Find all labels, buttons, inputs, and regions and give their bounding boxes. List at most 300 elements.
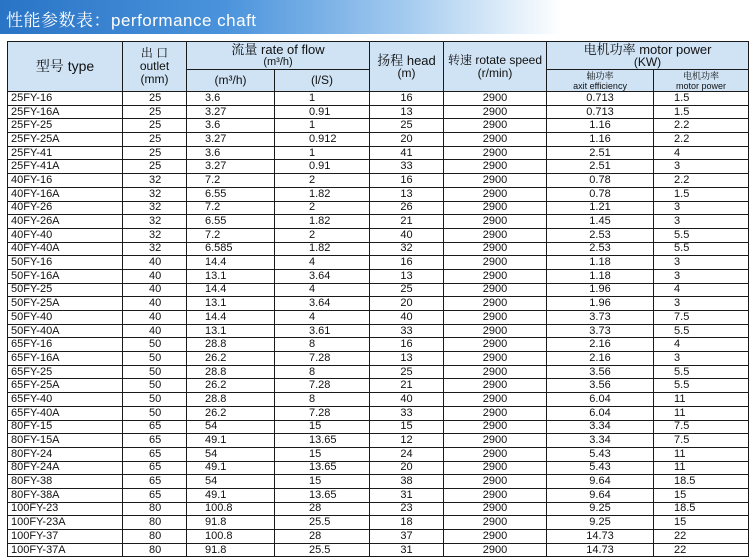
- cell-motor-power: 22: [654, 543, 749, 557]
- cell-flow-ls: 7.28: [275, 406, 370, 420]
- cell-flow-ls: 3.61: [275, 324, 370, 338]
- cell-flow-m3h: 28.8: [187, 338, 275, 352]
- cell-flow-m3h: 3.6: [187, 146, 275, 160]
- cell-flow-m3h: 91.8: [187, 543, 275, 557]
- table-row: [8, 269, 749, 283]
- cell-flow-ls: 2: [275, 174, 370, 188]
- cell-speed: 2900: [444, 201, 547, 215]
- cell-speed: 2900: [444, 146, 547, 160]
- cell-motor-power: 3: [654, 160, 749, 174]
- header-motor-power: [654, 70, 749, 92]
- cell-flow-ls: 1.82: [275, 187, 370, 201]
- cell-head: 33: [370, 406, 444, 420]
- cell-model: 80FY-24A: [8, 461, 123, 475]
- table-row: [8, 379, 749, 393]
- cell-model: 100FY-23A: [8, 516, 123, 530]
- cell-shaft-power: 0.713: [547, 92, 654, 106]
- cell-speed: 2900: [444, 215, 547, 229]
- cell-speed: 2900: [444, 406, 547, 420]
- cell-motor-power: 3: [654, 297, 749, 311]
- cell-head: 40: [370, 228, 444, 242]
- cell-motor-power: 7.5: [654, 434, 749, 448]
- cell-outlet: 50: [123, 379, 187, 393]
- cell-flow-m3h: 14.4: [187, 256, 275, 270]
- cell-flow-m3h: 3.6: [187, 92, 275, 106]
- cell-flow-m3h: 91.8: [187, 516, 275, 530]
- cell-motor-power: 4: [654, 146, 749, 160]
- cell-head: 25: [370, 283, 444, 297]
- cell-head: 16: [370, 338, 444, 352]
- table-row: [8, 447, 749, 461]
- header-shaft-power-en: axit efficiency: [573, 80, 627, 91]
- cell-outlet: 80: [123, 530, 187, 544]
- cell-motor-power: 3: [654, 269, 749, 283]
- cell-flow-m3h: 26.2: [187, 352, 275, 366]
- cell-speed: 2900: [444, 516, 547, 530]
- cell-shaft-power: 2.51: [547, 160, 654, 174]
- header-outlet-en: outlet: [139, 59, 170, 73]
- cell-outlet: 32: [123, 228, 187, 242]
- cell-flow-m3h: 54: [187, 475, 275, 489]
- table-row: [8, 215, 749, 229]
- cell-outlet: 65: [123, 447, 187, 461]
- cell-flow-m3h: 7.2: [187, 174, 275, 188]
- cell-flow-ls: 4: [275, 311, 370, 325]
- cell-motor-power: 2.2: [654, 174, 749, 188]
- table-row: [8, 365, 749, 379]
- cell-outlet: 40: [123, 311, 187, 325]
- cell-shaft-power: 2.53: [547, 242, 654, 256]
- cell-model: 50FY-25: [8, 283, 123, 297]
- table-row: [8, 352, 749, 366]
- table-row: [8, 160, 749, 174]
- table-row: [8, 324, 749, 338]
- cell-outlet: 32: [123, 201, 187, 215]
- cell-shaft-power: 2.53: [547, 228, 654, 242]
- cell-shaft-power: 3.73: [547, 311, 654, 325]
- cell-head: 38: [370, 475, 444, 489]
- header-motor-power-cn: 电机功率: [683, 70, 720, 81]
- table-row: [8, 297, 749, 311]
- cell-flow-ls: 25.5: [275, 516, 370, 530]
- cell-head: 32: [370, 242, 444, 256]
- table-row: [8, 256, 749, 270]
- cell-model: 40FY-16: [8, 174, 123, 188]
- cell-outlet: 65: [123, 461, 187, 475]
- cell-shaft-power: 3.56: [547, 379, 654, 393]
- header-power-unit: (KW): [633, 54, 662, 69]
- table-row: [8, 543, 749, 557]
- table-row: [8, 242, 749, 256]
- cell-model: 65FY-16: [8, 338, 123, 352]
- cell-model: 100FY-37: [8, 530, 123, 544]
- cell-model: 100FY-23: [8, 502, 123, 516]
- cell-speed: 2900: [444, 174, 547, 188]
- cell-outlet: 50: [123, 365, 187, 379]
- cell-speed: 2900: [444, 92, 547, 106]
- header-outlet: [123, 42, 187, 92]
- cell-motor-power: 5.5: [654, 228, 749, 242]
- cell-flow-m3h: 49.1: [187, 434, 275, 448]
- cell-outlet: 25: [123, 119, 187, 133]
- cell-head: 33: [370, 160, 444, 174]
- cell-head: 33: [370, 324, 444, 338]
- cell-flow-ls: 1.82: [275, 215, 370, 229]
- cell-flow-ls: 15: [275, 420, 370, 434]
- cell-flow-m3h: 54: [187, 447, 275, 461]
- cell-shaft-power: 2.16: [547, 352, 654, 366]
- cell-model: 25FY-41: [8, 146, 123, 160]
- cell-speed: 2900: [444, 269, 547, 283]
- cell-flow-ls: 4: [275, 256, 370, 270]
- cell-head: 24: [370, 447, 444, 461]
- cell-model: 65FY-40: [8, 393, 123, 407]
- table-row: [8, 420, 749, 434]
- cell-model: 50FY-40A: [8, 324, 123, 338]
- cell-speed: 2900: [444, 502, 547, 516]
- cell-motor-power: 5.5: [654, 242, 749, 256]
- cell-outlet: 40: [123, 269, 187, 283]
- cell-head: 18: [370, 516, 444, 530]
- cell-shaft-power: 0.713: [547, 105, 654, 119]
- table-row: [8, 187, 749, 201]
- cell-speed: 2900: [444, 475, 547, 489]
- cell-motor-power: 11: [654, 406, 749, 420]
- header-power: [547, 42, 749, 70]
- cell-model: 80FY-38: [8, 475, 123, 489]
- cell-shaft-power: 1.16: [547, 119, 654, 133]
- cell-flow-m3h: 7.2: [187, 228, 275, 242]
- cell-model: 65FY-25A: [8, 379, 123, 393]
- cell-flow-m3h: 7.2: [187, 201, 275, 215]
- cell-flow-ls: 1: [275, 146, 370, 160]
- cell-flow-m3h: 3.27: [187, 133, 275, 147]
- cell-outlet: 40: [123, 297, 187, 311]
- cell-flow-m3h: 3.6: [187, 119, 275, 133]
- cell-shaft-power: 9.64: [547, 475, 654, 489]
- cell-motor-power: 1.5: [654, 105, 749, 119]
- cell-head: 21: [370, 379, 444, 393]
- cell-motor-power: 15: [654, 488, 749, 502]
- cell-speed: 2900: [444, 352, 547, 366]
- cell-speed: 2900: [444, 338, 547, 352]
- cell-flow-ls: 7.28: [275, 379, 370, 393]
- cell-flow-ls: 2: [275, 228, 370, 242]
- cell-speed: 2900: [444, 105, 547, 119]
- table-row: [8, 92, 749, 106]
- cell-outlet: 50: [123, 406, 187, 420]
- cell-model: 50FY-16A: [8, 269, 123, 283]
- header-speed-unit: (r/min): [477, 65, 513, 80]
- cell-head: 15: [370, 420, 444, 434]
- cell-shaft-power: 1.18: [547, 269, 654, 283]
- cell-motor-power: 3: [654, 215, 749, 229]
- cell-head: 13: [370, 352, 444, 366]
- cell-head: 23: [370, 502, 444, 516]
- header-speed-label: 转速 rotate speed: [447, 52, 543, 67]
- cell-model: 80FY-15A: [8, 434, 123, 448]
- cell-shaft-power: 5.43: [547, 447, 654, 461]
- cell-model: 25FY-25: [8, 119, 123, 133]
- cell-speed: 2900: [444, 365, 547, 379]
- cell-shaft-power: 6.04: [547, 393, 654, 407]
- cell-model: 100FY-37A: [8, 543, 123, 557]
- cell-motor-power: 2.2: [654, 119, 749, 133]
- cell-outlet: 80: [123, 516, 187, 530]
- cell-shaft-power: 9.64: [547, 488, 654, 502]
- cell-outlet: 50: [123, 352, 187, 366]
- cell-speed: 2900: [444, 447, 547, 461]
- cell-head: 31: [370, 488, 444, 502]
- cell-model: 40FY-26: [8, 201, 123, 215]
- performance-table: [7, 41, 749, 557]
- cell-speed: 2900: [444, 283, 547, 297]
- cell-flow-ls: 0.91: [275, 160, 370, 174]
- header-power-label: 电机功率 motor power: [583, 41, 712, 57]
- cell-flow-m3h: 13.1: [187, 269, 275, 283]
- header-flow-sub: (m³/h): [263, 55, 293, 68]
- cell-motor-power: 11: [654, 447, 749, 461]
- header-speed: [444, 42, 547, 92]
- cell-flow-ls: 28: [275, 530, 370, 544]
- cell-flow-m3h: 28.8: [187, 365, 275, 379]
- cell-motor-power: 7.5: [654, 420, 749, 434]
- cell-shaft-power: 9.25: [547, 516, 654, 530]
- cell-outlet: 25: [123, 160, 187, 174]
- cell-flow-ls: 13.65: [275, 434, 370, 448]
- cell-model: 80FY-24: [8, 447, 123, 461]
- cell-flow-ls: 13.65: [275, 488, 370, 502]
- cell-motor-power: 3: [654, 201, 749, 215]
- cell-speed: 2900: [444, 488, 547, 502]
- cell-model: 65FY-25: [8, 365, 123, 379]
- page-title: 性能参数表：performance chaft: [6, 11, 257, 30]
- cell-shaft-power: 9.25: [547, 502, 654, 516]
- header-flow-m3h: (m³/h): [187, 70, 275, 92]
- cell-shaft-power: 3.34: [547, 420, 654, 434]
- table-row: [8, 516, 749, 530]
- cell-head: 20: [370, 297, 444, 311]
- cell-head: 16: [370, 174, 444, 188]
- cell-shaft-power: 1.96: [547, 283, 654, 297]
- table-row: [8, 311, 749, 325]
- table-row: [8, 201, 749, 215]
- cell-outlet: 65: [123, 488, 187, 502]
- cell-flow-m3h: 13.1: [187, 324, 275, 338]
- cell-shaft-power: 14.73: [547, 543, 654, 557]
- cell-head: 13: [370, 187, 444, 201]
- cell-head: 37: [370, 530, 444, 544]
- cell-shaft-power: 5.43: [547, 461, 654, 475]
- cell-head: 20: [370, 461, 444, 475]
- cell-motor-power: 11: [654, 461, 749, 475]
- cell-motor-power: 4: [654, 338, 749, 352]
- table-row: [8, 283, 749, 297]
- cell-head: 21: [370, 215, 444, 229]
- cell-shaft-power: 3.73: [547, 324, 654, 338]
- cell-outlet: 50: [123, 338, 187, 352]
- table-row: [8, 228, 749, 242]
- cell-flow-ls: 8: [275, 338, 370, 352]
- cell-head: 12: [370, 434, 444, 448]
- cell-outlet: 80: [123, 502, 187, 516]
- cell-flow-ls: 25.5: [275, 543, 370, 557]
- cell-model: 50FY-16: [8, 256, 123, 270]
- cell-model: 40FY-40: [8, 228, 123, 242]
- cell-outlet: 32: [123, 187, 187, 201]
- cell-flow-ls: 4: [275, 283, 370, 297]
- cell-shaft-power: 0.78: [547, 174, 654, 188]
- cell-flow-ls: 28: [275, 502, 370, 516]
- cell-outlet: 32: [123, 215, 187, 229]
- cell-flow-ls: 8: [275, 365, 370, 379]
- cell-motor-power: 15: [654, 516, 749, 530]
- cell-shaft-power: 6.04: [547, 406, 654, 420]
- cell-motor-power: 1.5: [654, 92, 749, 106]
- header-outlet-cn: 出 口: [140, 46, 169, 60]
- cell-flow-ls: 1: [275, 119, 370, 133]
- cell-motor-power: 11: [654, 393, 749, 407]
- table-row: [8, 393, 749, 407]
- header-motor-power-en: motor power: [676, 80, 727, 91]
- cell-speed: 2900: [444, 119, 547, 133]
- cell-flow-m3h: 54: [187, 420, 275, 434]
- table-row: [8, 530, 749, 544]
- header-model: 型号 type: [8, 42, 123, 92]
- cell-motor-power: 7.5: [654, 311, 749, 325]
- cell-head: 25: [370, 119, 444, 133]
- cell-flow-m3h: 3.27: [187, 105, 275, 119]
- cell-shaft-power: 1.16: [547, 133, 654, 147]
- cell-outlet: 25: [123, 133, 187, 147]
- cell-model: 40FY-26A: [8, 215, 123, 229]
- cell-speed: 2900: [444, 187, 547, 201]
- cell-head: 16: [370, 256, 444, 270]
- cell-shaft-power: 1.96: [547, 297, 654, 311]
- cell-outlet: 65: [123, 420, 187, 434]
- cell-motor-power: 2.2: [654, 133, 749, 147]
- cell-head: 40: [370, 393, 444, 407]
- cell-flow-ls: 1.82: [275, 242, 370, 256]
- cell-model: 80FY-38A: [8, 488, 123, 502]
- cell-speed: 2900: [444, 324, 547, 338]
- cell-flow-m3h: 26.2: [187, 406, 275, 420]
- cell-flow-m3h: 100.8: [187, 502, 275, 516]
- cell-motor-power: 3: [654, 352, 749, 366]
- cell-head: 31: [370, 543, 444, 557]
- header-shaft-power-cn: 轴功率: [586, 70, 614, 81]
- cell-flow-ls: 7.28: [275, 352, 370, 366]
- cell-motor-power: 3: [654, 256, 749, 270]
- cell-flow-m3h: 6.55: [187, 215, 275, 229]
- cell-flow-ls: 3.64: [275, 297, 370, 311]
- cell-motor-power: 4: [654, 283, 749, 297]
- cell-shaft-power: 0.78: [547, 187, 654, 201]
- cell-motor-power: 5.5: [654, 379, 749, 393]
- cell-head: 41: [370, 146, 444, 160]
- cell-flow-m3h: 14.4: [187, 311, 275, 325]
- cell-flow-ls: 0.91: [275, 105, 370, 119]
- cell-flow-m3h: 100.8: [187, 530, 275, 544]
- cell-shaft-power: 1.45: [547, 215, 654, 229]
- cell-outlet: 65: [123, 475, 187, 489]
- cell-speed: 2900: [444, 133, 547, 147]
- header-shaft-power: [547, 70, 654, 92]
- cell-head: 16: [370, 92, 444, 106]
- table-row: [8, 406, 749, 420]
- cell-flow-ls: 3.64: [275, 269, 370, 283]
- cell-outlet: 25: [123, 105, 187, 119]
- cell-speed: 2900: [444, 461, 547, 475]
- cell-outlet: 40: [123, 324, 187, 338]
- cell-speed: 2900: [444, 242, 547, 256]
- table-row: [8, 475, 749, 489]
- cell-outlet: 32: [123, 242, 187, 256]
- title-banner: [0, 0, 750, 34]
- cell-motor-power: 18.5: [654, 475, 749, 489]
- cell-shaft-power: 14.73: [547, 530, 654, 544]
- cell-head: 13: [370, 269, 444, 283]
- header-head-label: 扬程 head: [377, 52, 436, 68]
- cell-speed: 2900: [444, 160, 547, 174]
- cell-motor-power: 22: [654, 530, 749, 544]
- cell-head: 40: [370, 311, 444, 325]
- table-row: [8, 461, 749, 475]
- table-row: [8, 133, 749, 147]
- cell-outlet: 50: [123, 393, 187, 407]
- header-head-unit: (m): [397, 65, 416, 80]
- cell-model: 50FY-40: [8, 311, 123, 325]
- cell-flow-m3h: 26.2: [187, 379, 275, 393]
- cell-outlet: 32: [123, 174, 187, 188]
- table-row: [8, 488, 749, 502]
- cell-speed: 2900: [444, 434, 547, 448]
- header-outlet-unit: (mm): [140, 72, 169, 86]
- table-row: [8, 338, 749, 352]
- cell-flow-m3h: 13.1: [187, 297, 275, 311]
- cell-speed: 2900: [444, 379, 547, 393]
- cell-model: 25FY-25A: [8, 133, 123, 147]
- cell-model: 65FY-16A: [8, 352, 123, 366]
- cell-outlet: 25: [123, 92, 187, 106]
- cell-outlet: 80: [123, 543, 187, 557]
- cell-model: 50FY-25A: [8, 297, 123, 311]
- cell-head: 20: [370, 133, 444, 147]
- table-row: [8, 146, 749, 160]
- cell-motor-power: 5.5: [654, 365, 749, 379]
- cell-speed: 2900: [444, 543, 547, 557]
- cell-shaft-power: 3.56: [547, 365, 654, 379]
- cell-speed: 2900: [444, 393, 547, 407]
- cell-model: 40FY-40A: [8, 242, 123, 256]
- cell-model: 25FY-16A: [8, 105, 123, 119]
- cell-head: 25: [370, 365, 444, 379]
- cell-shaft-power: 2.16: [547, 338, 654, 352]
- cell-speed: 2900: [444, 256, 547, 270]
- cell-flow-ls: 8: [275, 393, 370, 407]
- cell-head: 26: [370, 201, 444, 215]
- cell-flow-m3h: 14.4: [187, 283, 275, 297]
- cell-model: 25FY-41A: [8, 160, 123, 174]
- table-row: [8, 105, 749, 119]
- cell-motor-power: 1.5: [654, 187, 749, 201]
- cell-head: 13: [370, 105, 444, 119]
- cell-outlet: 25: [123, 146, 187, 160]
- cell-speed: 2900: [444, 297, 547, 311]
- cell-flow-ls: 15: [275, 475, 370, 489]
- cell-flow-m3h: 6.55: [187, 187, 275, 201]
- cell-flow-m3h: 6.585: [187, 242, 275, 256]
